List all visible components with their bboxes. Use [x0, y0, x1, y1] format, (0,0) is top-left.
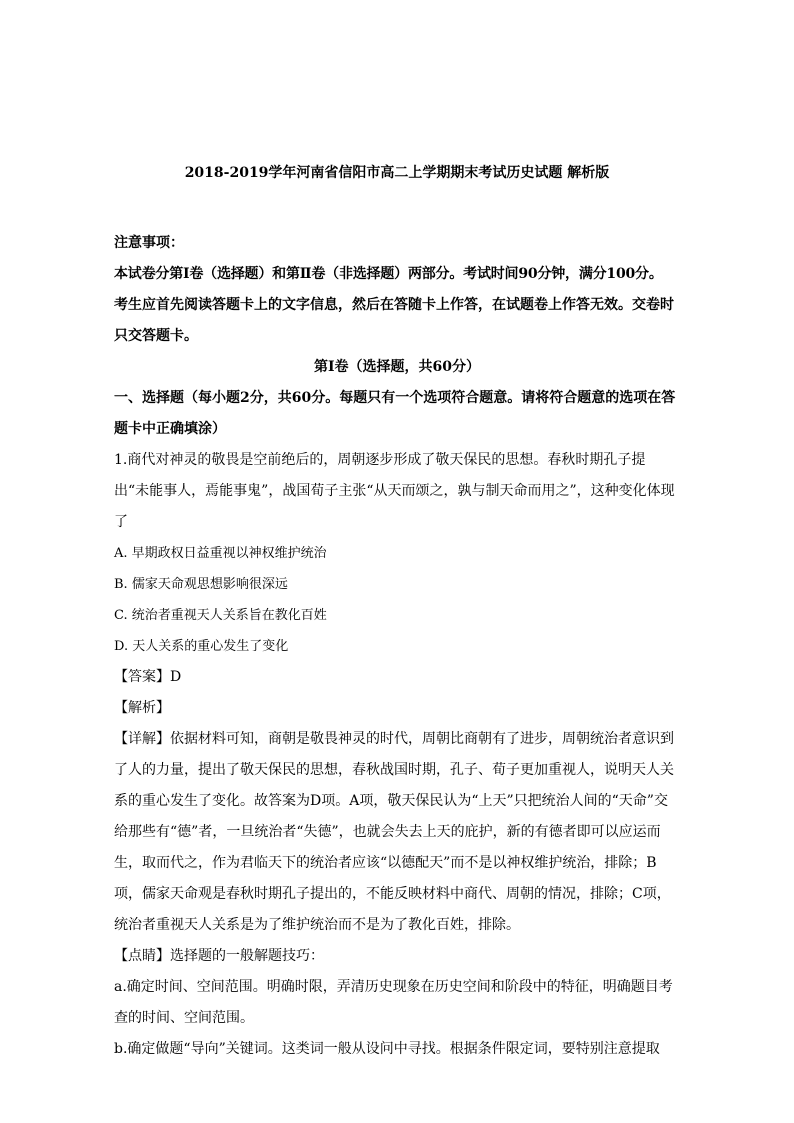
tip-a: a.确定时间、空间范围。明确时限，弄清历史现象在历史空间和阶段中的特征，明确题目考查的时间、空间范围。: [114, 979, 673, 1026]
option-d: D. 天人关系的重心发生了变化: [114, 639, 289, 654]
tip-heading: 【点睛】选择题的一般解题技巧：: [114, 948, 324, 964]
tip-b: b.确定做题“导向”关键词。这类词一般从设问中寻找。根据条件限定词，要特别注意提取: [114, 1041, 660, 1057]
analysis-label: 【解析】: [114, 700, 170, 716]
detail-paragraph: 【详解】依据材料可知，商朝是敬畏神灵的时代，周朝比商朝有了进步，周朝统治者意识到了人的力量，提出了敬天保民的思想，春秋战国时期，孔子、荀子更加重视人，说明天人关系的重心发生了变化。故答案为D项。A项，敬天保民认为“上天”只把统治人间的“天命”交给那些有“德”者，一旦统治者“失德”，也就会失去上天的庇护，新的有德者即可以应运而生，取而代之，作为君临天下的统治者应该“以德配天”而不是以神权维护统治，排除；B项，儒家天命观是春秋时期孔子提出的，不能反映材料中商代、周朝的情况，排除；C项，统治者重视天人关系是为了维护统治而不是为了教化百姓，排除。: [114, 731, 674, 933]
question-stem: 1.商代对神灵的敬畏是空前绝后的，周朝逐步形成了敬天保民的思想。春秋时期孔子提出“未能事人，焉能事鬼”，战国荀子主张“从天而颂之，孰与制天命而用之”，这种变化体现了: [114, 452, 675, 530]
part-heading: 一、选择题（每小题2分，共60分。每题只有一个选项符合题意。请将符合题意的选项在答题卡中正确填涂）: [114, 390, 676, 437]
notice-line-1: 本试卷分第Ⅰ卷（选择题）和第Ⅱ卷（非选择题）两部分。考试时间90分钟，满分100分。: [114, 266, 663, 282]
option-b: B. 儒家天命观思想影响很深远: [114, 577, 288, 592]
option-c: C. 统治者重视天人关系旨在教化百姓: [114, 608, 327, 623]
answer-line: 【答案】D: [114, 669, 182, 685]
section-title: 第Ⅰ卷（选择题，共60分）: [313, 359, 481, 375]
option-a: A. 早期政权日益重视以神权维护统治: [114, 546, 327, 561]
notice-line-2: 考生应首先阅读答题卡上的文字信息，然后在答随卡上作答，在试题卷上作答无效。交卷时只交答题卡。: [114, 297, 674, 344]
document-title: 2018-2019学年河南省信阳市高二上学期期末考试历史试题 解析版: [184, 165, 610, 181]
notice-heading: 注意事项：: [114, 235, 184, 251]
document-body: [114, 228, 680, 1065]
